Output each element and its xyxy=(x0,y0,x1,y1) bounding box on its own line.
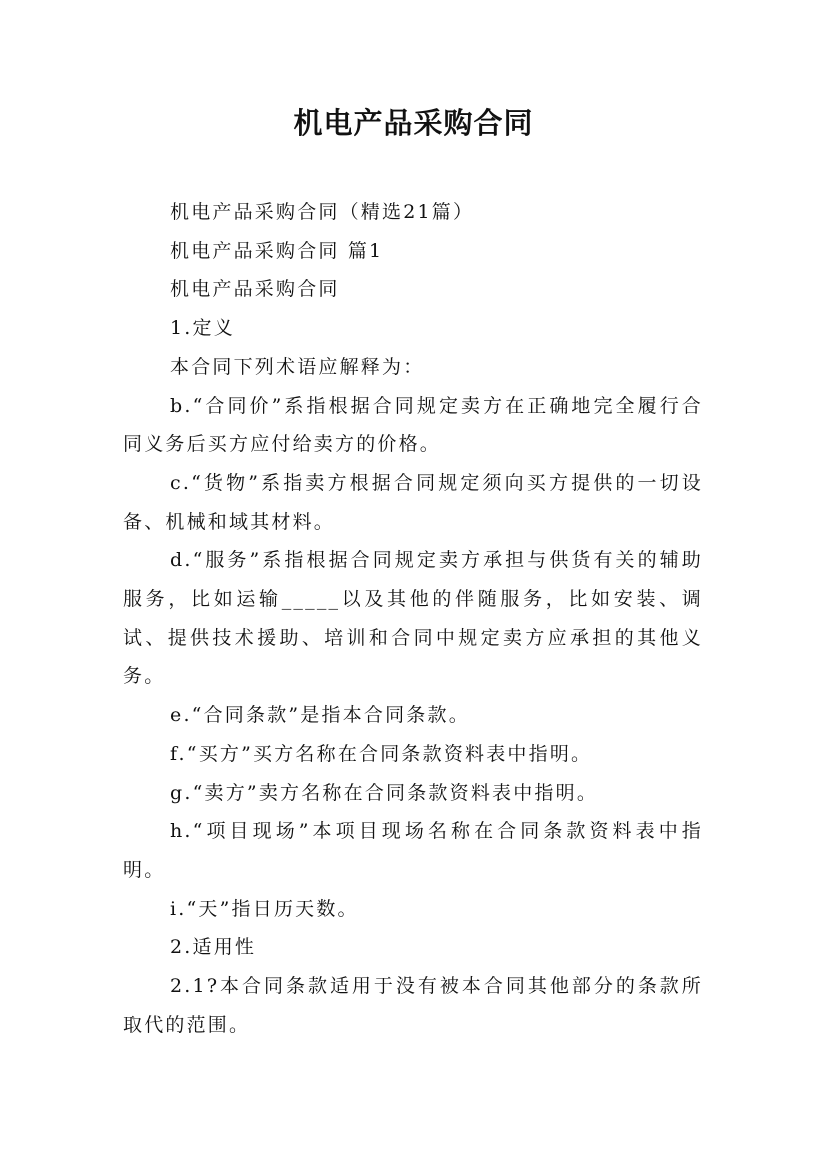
paragraph-applicability-heading: 2.适用性 xyxy=(170,936,257,959)
paragraph-goods: c.“货物”系指卖方根据合同规定须向买方提供的一切设备、机械和域其材料。 xyxy=(123,471,703,533)
paragraph-contract-price: b.“合同价”系指根据合同规定卖方在正确地完全履行合同义务后买方应付给卖方的价格。 xyxy=(123,394,703,456)
paragraph-project-site: h.“项目现场”本项目现场名称在合同条款资料表中指明。 xyxy=(123,820,703,881)
document-title: 机电产品采购合同 xyxy=(293,106,534,140)
paragraph-subtitle: 机电产品采购合同（精选21篇） xyxy=(170,201,475,223)
paragraph-contract-name: 机电产品采购合同 xyxy=(170,278,340,301)
paragraph-contract-terms: e.“合同条款”是指本合同条款。 xyxy=(170,704,470,727)
paragraph-definitions-heading: 1.定义 xyxy=(170,317,235,340)
paragraph-applicability-clause: 2.1?本合同条款适用于没有被本合同其他部分的条款所取代的范围。 xyxy=(123,975,703,1036)
document-body xyxy=(123,193,703,1044)
paragraph-buyer: f.“买方”买方名称在合同条款资料表中指明。 xyxy=(170,742,593,765)
paragraph-definitions-intro: 本合同下列术语应解释为： xyxy=(170,355,425,378)
paragraph-day: i.“天”指日历天数。 xyxy=(170,897,359,920)
paragraph-section-heading: 机电产品采购合同 篇1 xyxy=(170,239,384,262)
paragraph-services: d.“服务”系指根据合同规定卖方承担与供货有关的辅助服务，比如运输_____以及其他的伴随服务，比如安装、调试、提供技术援助、培训和合同中规定卖方应承担的其他义务。 xyxy=(123,549,703,688)
paragraph-seller: g.“卖方”卖方名称在合同条款资料表中指明。 xyxy=(170,781,599,804)
